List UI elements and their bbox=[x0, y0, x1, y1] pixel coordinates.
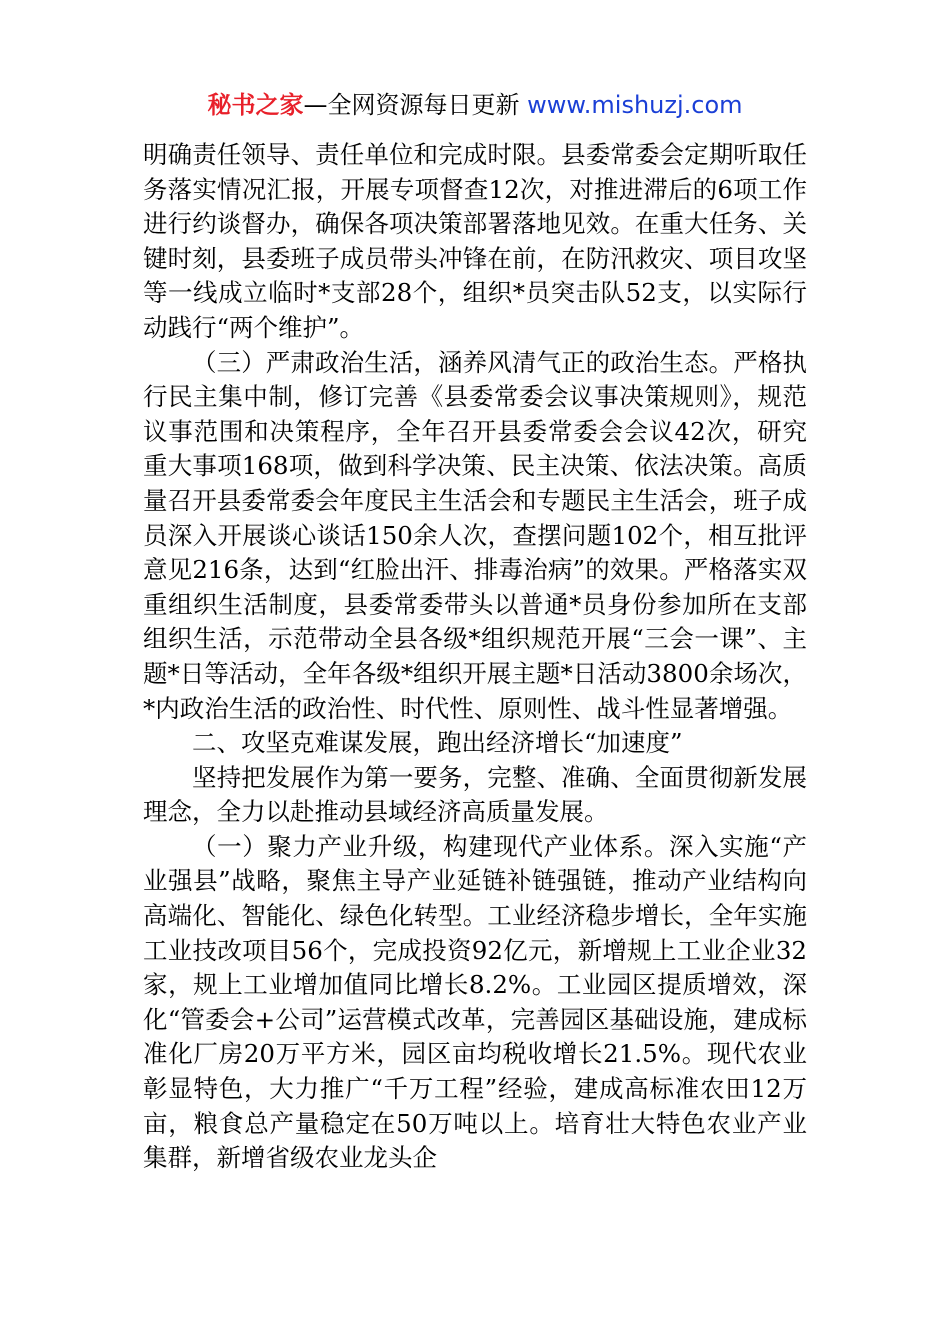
brand-name: 秘书之家 bbox=[207, 91, 304, 119]
header-tagline: —全网资源每日更新 bbox=[303, 91, 520, 119]
paragraph-subsection-1: （一）聚力产业升级，构建现代产业体系。深入实施“产业强县”战略，聚焦主导产业延链补链强链，推动产业结构向高端化、智能化、绿色化转型。工业经济稳步增长，全年实施工业技改项目56个，完成投资92亿元，新增规上工业企业32家，规上工业增加值同比增长8.2%。工业园区提质增效，深化“管委会+公司”运营模式改革，完善园区基础设施，建成标准化厂房20万平方米，园区亩均税收增长21.5%。现代农业彰显特色，大力推广“千万工程”经验，建成高标准农田12万亩，粮食总产量稳定在50万吨以上。培育壮大特色农业产业集群，新增省级农业龙头企 bbox=[143, 831, 807, 1173]
paragraph-section-3: （三）严肃政治生活，涵养风清气正的政治生态。严格执行民主集中制，修订完善《县委常委会议事决策规则》，规范议事范围和决策程序，全年召开县委常委会会议42次，研究重大事项168项，做到科学决策、民主决策、依法决策。高质量召开县委常委会年度民主生活会和专题民主生活会，班子成员深入开展谈心谈话150余人次，查摆问题102个，相互批评意见216条，达到“红脸出汗、排毒治病”的效果。严格落实双重组织生活制度，县委常委带头以普通*员身份参加所在支部组织生活，示范带动全县各级*组织规范开展“三会一课”、主题*日等活动，全年各级*组织开展主题*日活动3800余场次，*内政治生活的政治性、时代性、原则性、战斗性显著增强。 bbox=[143, 347, 807, 723]
paragraph-intro-2: 坚持把发展作为第一要务，完整、准确、全面贯彻新发展理念，全力以赴推动县域经济高质量发展。 bbox=[143, 762, 807, 827]
document-body bbox=[143, 138, 807, 1176]
site-header bbox=[0, 88, 950, 122]
site-url[interactable]: www.mishuzj.com bbox=[519, 91, 743, 119]
paragraph-continued: 明确责任领导、责任单位和完成时限。县委常委会定期听取任务落实情况汇报，开展专项督查12次，对推进滞后的6项工作进行约谈督办，确保各项决策部署落地见效。在重大任务、关键时刻，县委班子成员带头冲锋在前，在防汛救灾、项目攻坚等一线成立临时*支部28个，组织*员突击队52支，以实际行动践行“两个维护”。 bbox=[143, 140, 807, 342]
section-heading-2: 二、攻坚克难谋发展，跑出经济增长“加速度” bbox=[192, 728, 683, 758]
